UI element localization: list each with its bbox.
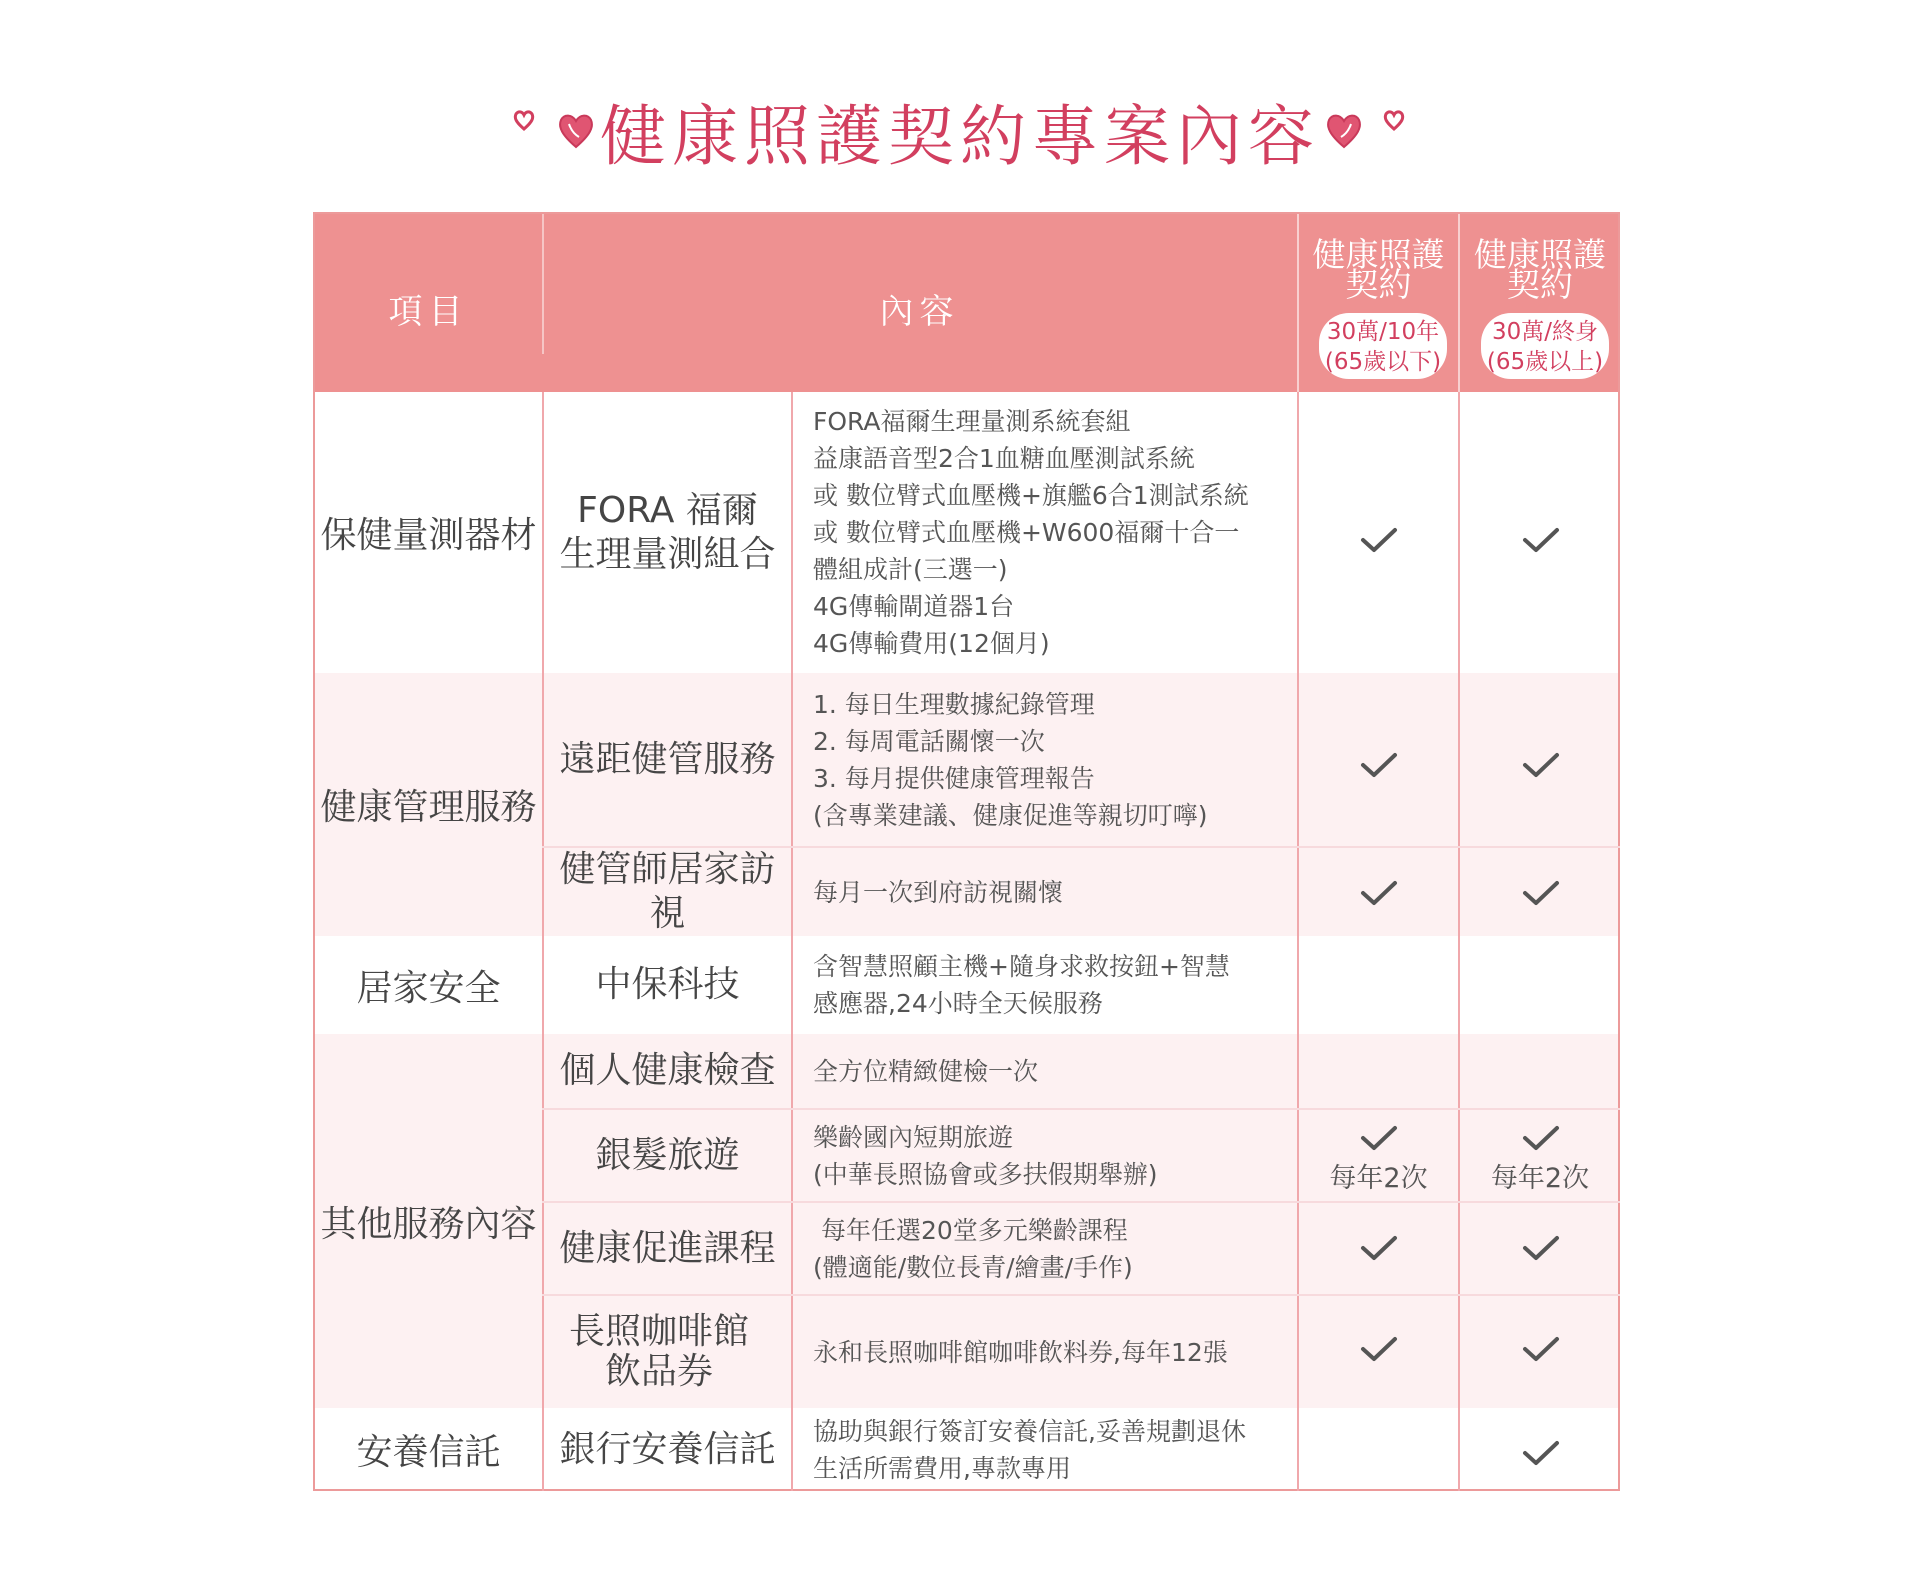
service-description <box>813 392 1297 673</box>
service-name: 個人健康檢查 <box>559 1050 776 1091</box>
header-content: 內容 <box>879 292 960 332</box>
service-description <box>813 1110 1297 1201</box>
description-line: (含專業建議、健康促進等親切叮嚀) <box>813 800 1208 830</box>
plan-a-age: (65歲以下) <box>1324 349 1442 375</box>
checkmark-icon <box>1359 879 1399 907</box>
description-line: 感應器,24小時全天候服務 <box>813 989 1103 1018</box>
description-line: FORA福爾生理量測系統套組 <box>813 407 1131 436</box>
description-line: 或 數位臂式血壓機+旗艦6合1測試系統 <box>813 481 1249 510</box>
service-description <box>813 673 1297 846</box>
checkmark-icon <box>1521 1234 1561 1262</box>
plan-b-age: (65歲以上) <box>1486 349 1604 375</box>
description-line: 益康語音型2合1血糖血壓測試系統 <box>813 444 1195 473</box>
checkmark-icon <box>1521 1335 1561 1363</box>
service-name <box>544 392 791 673</box>
service-name: 健康促進課程 <box>559 1227 776 1269</box>
checkmark-icon <box>1521 1124 1561 1152</box>
description-line: 1. 每日生理數據紀錄管理 <box>813 689 1095 719</box>
service-description <box>813 1034 1297 1108</box>
description-line: 樂齡國內短期旅遊 <box>813 1122 1014 1152</box>
plan-a-price-pill <box>1319 313 1447 379</box>
description-line: 4G傳輸費用(12個月) <box>813 629 1050 658</box>
description-line: 每月一次到府訪視關懷 <box>813 877 1064 907</box>
service-description <box>813 936 1297 1034</box>
service-name: 銀髮旅遊 <box>595 1134 740 1176</box>
description-line: (中華長照協會或多扶假期舉辦) <box>813 1159 1158 1189</box>
checkmark-icon <box>1359 1124 1399 1152</box>
checkmark-icon <box>1521 526 1561 554</box>
category-cell: 其他服務內容 <box>320 1203 537 1245</box>
description-line: 4G傳輸閘道器1台 <box>813 592 1015 621</box>
service-name-line: FORA 福爾 <box>577 489 758 531</box>
service-description <box>813 1296 1297 1408</box>
frequency-note: 每年2次 <box>1490 1163 1590 1194</box>
service-name-line: 生理量測組合 <box>559 533 776 575</box>
small-heart-icon <box>1382 108 1406 136</box>
category-cell: 居家安全 <box>356 967 501 1009</box>
checkmark-icon <box>1521 1439 1561 1467</box>
service-name: 銀行安養信託 <box>559 1428 776 1470</box>
description-line: 永和長照咖啡館咖啡飲料券,每年12張 <box>813 1337 1228 1367</box>
description-line: 協助與銀行簽訂安養信託,妥善規劃退休 <box>813 1416 1246 1446</box>
description-line: 全方位精緻健檢一次 <box>813 1056 1039 1086</box>
plan-b-name <box>1460 235 1620 304</box>
service-name <box>544 1296 774 1408</box>
description-line: 體組成計(三選一) <box>813 555 1008 584</box>
plan-b-name-line1: 健康照護 <box>1474 235 1606 274</box>
description-line: 2. 每周電話關懷一次 <box>813 726 1045 756</box>
checkmark-icon <box>1359 1335 1399 1363</box>
checkmark-icon <box>1521 751 1561 779</box>
header-item: 項目 <box>388 292 469 332</box>
heart-icon <box>1323 110 1365 154</box>
checkmark-icon <box>1359 751 1399 779</box>
service-description <box>813 1408 1297 1491</box>
plan-a-price: 30萬/10年 <box>1326 319 1440 345</box>
category-cell: 保健量測器材 <box>320 515 537 556</box>
checkmark-icon <box>1359 526 1399 554</box>
checkmark-icon <box>1359 1234 1399 1262</box>
service-description <box>813 1203 1297 1294</box>
plan-a-name-line1: 健康照護 <box>1312 235 1445 274</box>
service-name-line: 飲品券 <box>604 1351 713 1392</box>
service-name-line: 長照咖啡館 <box>568 1311 749 1352</box>
category-cell: 健康管理服務 <box>320 787 537 828</box>
plan-b-name-line2: 契約 <box>1507 265 1573 304</box>
table-header <box>315 214 1618 392</box>
category-cell: 安養信託 <box>356 1432 501 1473</box>
service-description <box>813 848 1297 936</box>
frequency-note: 每年2次 <box>1329 1163 1428 1194</box>
plan-b-price: 30萬/終身 <box>1491 319 1598 345</box>
checkmark-icon <box>1521 879 1561 907</box>
description-line: 3. 每月提供健康管理報告 <box>813 763 1095 793</box>
description-line: 生活所需費用,專款專用 <box>813 1453 1071 1483</box>
plan-b-price-pill <box>1481 313 1609 379</box>
description-line: 或 數位臂式血壓機+W600福爾十合一 <box>813 518 1240 547</box>
page-title: 健康照護契約專案內容 <box>600 98 1320 175</box>
service-name: 中保科技 <box>595 964 740 1005</box>
plan-a-name-line2: 契約 <box>1345 265 1412 304</box>
service-name: 遠距健管服務 <box>559 738 776 780</box>
plan-a-name <box>1299 235 1458 304</box>
description-line: (體適能/數位長青/繪畫/手作) <box>813 1252 1133 1282</box>
description-line: 每年任選20堂多元樂齡課程 <box>813 1215 1128 1245</box>
description-line: 含智慧照顧主機+隨身求救按鈕+智慧 <box>813 952 1230 981</box>
plan-comparison-table <box>313 212 1620 1491</box>
service-name: 健管師居家訪視 <box>559 849 776 934</box>
